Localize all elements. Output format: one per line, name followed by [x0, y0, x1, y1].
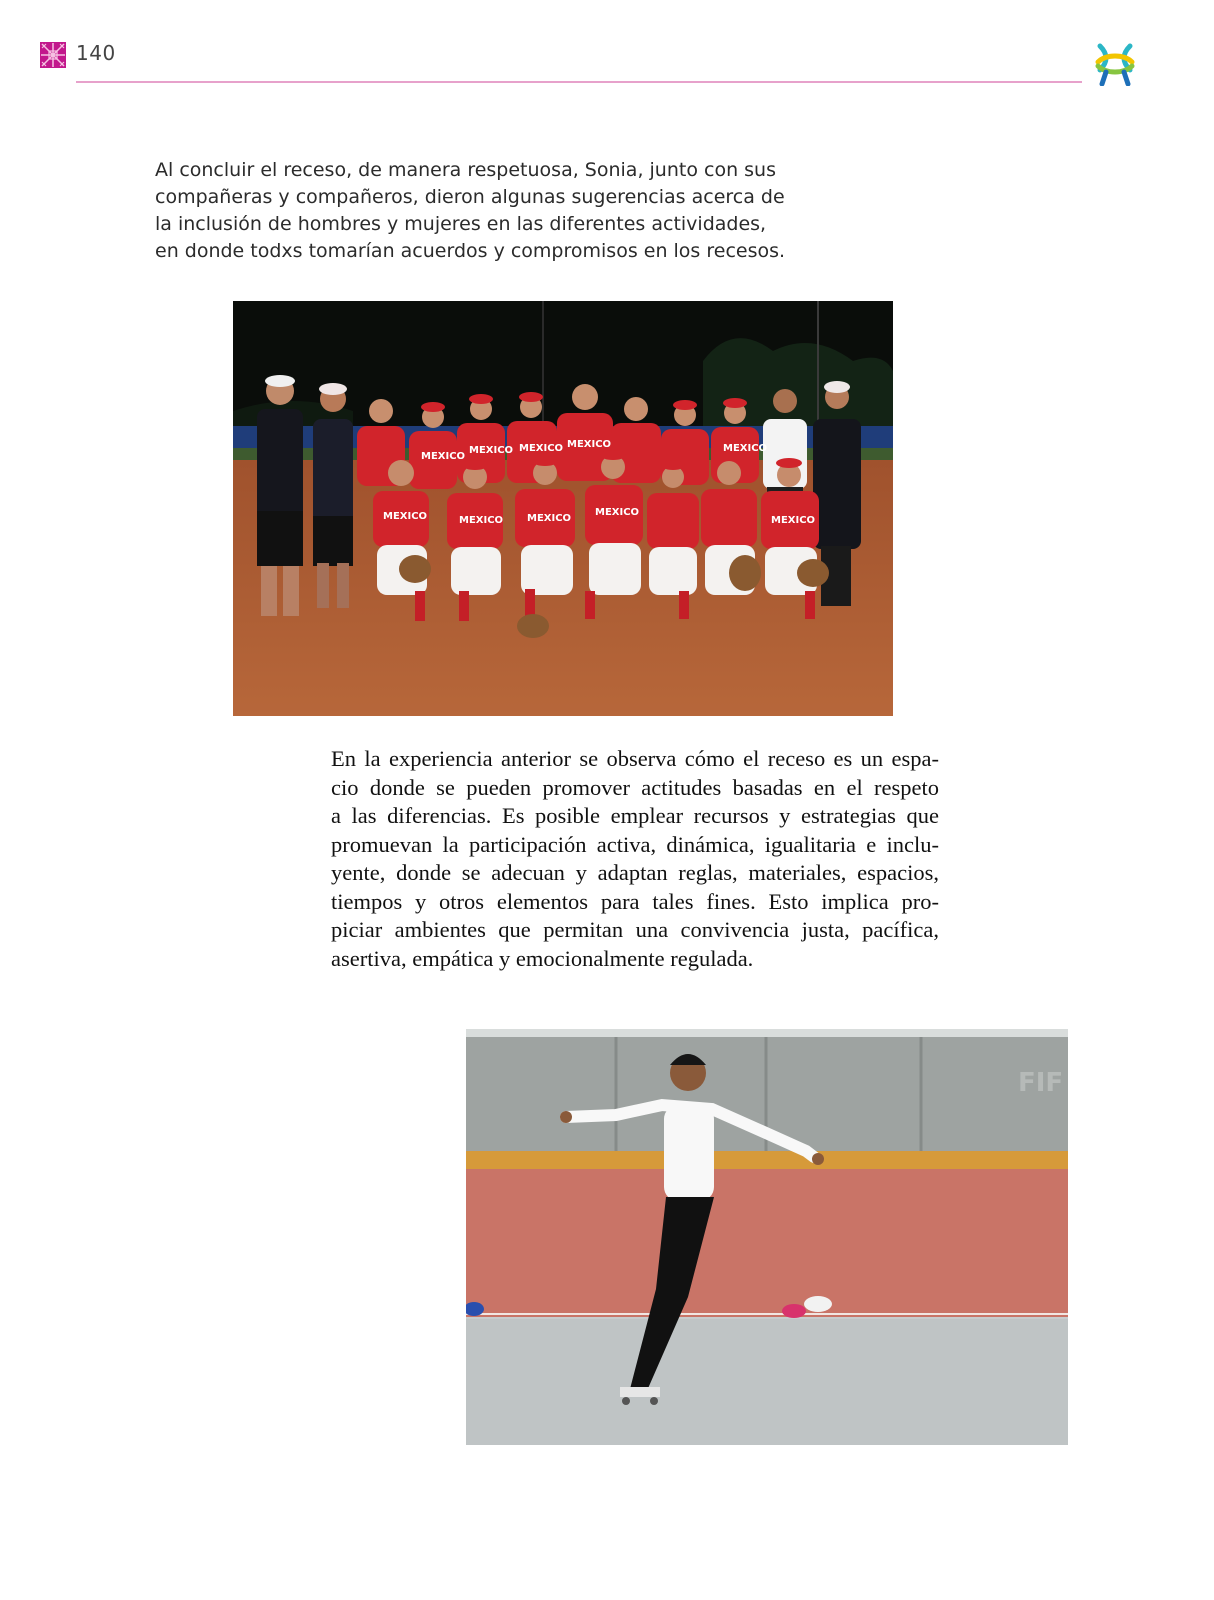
jersey-label: MEXICO	[421, 451, 466, 462]
intro-line: en donde todxs tomarían acuerdos y compromisos en los recesos.	[155, 240, 786, 262]
intro-line: Al concluir el receso, de manera respetuosa, Sonia, junto con sus	[155, 159, 776, 181]
jersey-label: MEXICO	[519, 443, 564, 454]
page-number: 140	[76, 41, 116, 65]
jersey-label: MEXICO	[459, 515, 504, 526]
colorful-link-logo-icon	[1092, 40, 1138, 86]
jersey-label: MEXICO	[567, 439, 612, 450]
intro-line: compañeras y compañeros, dieron algunas sugerencias acerca de	[155, 186, 785, 208]
body-line: cio donde se pueden promover actitudes basadas en el respeto	[331, 774, 939, 800]
body-line: asertiva, empática y emocionalmente regulada.	[331, 945, 754, 971]
intro-line: la inclusión de hombres y mujeres en las diferentes actividades,	[155, 213, 767, 235]
body-line: a las diferencias. Es posible emplear recursos y estrategias que	[331, 803, 939, 828]
softball-team-photo	[233, 301, 893, 716]
body-paragraph	[331, 745, 939, 973]
jersey-label: MEXICO	[723, 443, 768, 454]
jersey-label: MEXICO	[771, 515, 816, 526]
jersey-label: MEXICO	[527, 513, 572, 524]
body-line: piciar ambientes que permitan una convivencia justa, pacífica,	[331, 917, 939, 942]
roller-skater-photo	[466, 1029, 1068, 1445]
body-line: En la experiencia anterior se observa cómo el receso es un espa-	[331, 746, 939, 771]
jersey-label: MEXICO	[383, 511, 428, 522]
wall-sign: FIF	[1018, 1068, 1064, 1098]
body-line: tiempos y otros elementos para tales fines. Esto implica pro-	[331, 888, 939, 914]
body-line: promuevan la participación activa, dinámica, igualitaria e inclu-	[331, 831, 939, 857]
intro-paragraph	[155, 157, 786, 265]
jersey-label: MEXICO	[469, 445, 514, 456]
jersey-label: MEXICO	[595, 507, 640, 518]
header-rule	[76, 81, 1082, 83]
body-line: yente, donde se adecuan y adaptan reglas, materiales, espacios,	[331, 860, 939, 885]
magenta-pattern-icon	[40, 42, 66, 68]
